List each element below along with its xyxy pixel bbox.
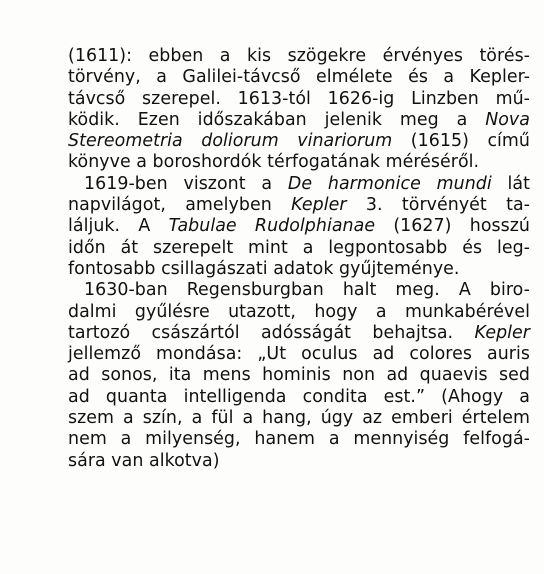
text-segment: ad sonos, ita mens hominis non ad quaevis sed [68,365,530,386]
text-line [68,323,530,344]
text-segment: (1615) című [392,131,530,152]
italic-text: Nova [485,109,530,130]
text-body [68,46,530,472]
text-segment: napvilágot, amelyben [68,195,292,216]
text-line [68,238,530,259]
text-line [68,387,530,408]
text-line [68,89,530,110]
text-line [68,131,530,152]
text-line [68,280,530,301]
text-segment: törvény, a Galilei-távcső elmélete és a Kepler- [68,67,530,88]
text-segment: távcső szerepel. 1613-tól 1626-ig Linzben mű- [68,88,530,109]
text-segment: fontosabb csillagászati adatok gyűjteménye. [68,258,460,279]
text-line [68,110,530,131]
text-segment: nem a milyenség, hanem a mennyiség felfogá- [68,429,530,450]
text-segment: 1619-ben viszont a [84,173,288,194]
text-segment: időn át szerepelt mint a legpontosabb és leg- [68,237,530,258]
text-segment: ködik. Ezen időszakában jelenik meg a [68,109,486,130]
text-segment: (1627) hosszú [375,216,530,237]
text-segment: 1630-ban Regensburgban halt meg. A biro- [84,280,530,301]
text-segment: láljuk. A [68,216,169,237]
text-segment: (1611): ebben a kis szögekre érvényes törés- [68,46,530,66]
text-segment: jellemző mondása: „Ut oculus ad colores auris [68,344,530,365]
text-line [68,344,530,365]
italic-text: Kepler [291,195,347,216]
text-line [68,67,530,88]
text-line [68,216,530,237]
italic-text: Kepler [474,322,530,343]
text-line [68,302,530,323]
text-line [68,195,530,216]
text-segment: lát [491,173,530,194]
text-line [68,152,530,173]
text-line [68,259,530,280]
text-segment: könyve a boroshordók térfogatának méréséről. [68,152,480,173]
text-segment: sára van alkotva) [68,450,220,471]
text-line [68,408,530,429]
text-line [68,429,530,450]
text-line [68,365,530,386]
text-segment: dalmi gyűlésre utazott, hogy a munkabérével [68,301,530,322]
text-segment: ad quanta intelligenda condita est.” (Ahogy a [68,386,530,407]
italic-text: Tabulae Rudolphianae [168,216,376,237]
text-segment: tartozó császártól adósságát behajtsa. [68,322,475,343]
text-segment: 3. törvényét ta- [346,195,530,216]
italic-text: Stereometria doliorum vinariorum [68,131,393,152]
text-line [68,46,530,67]
text-line [68,451,530,472]
text-line [68,174,530,195]
text-segment: szem a szín, a fül a hang, úgy az emberi értelem [68,408,530,429]
italic-text: De harmonice mundi [287,173,492,194]
